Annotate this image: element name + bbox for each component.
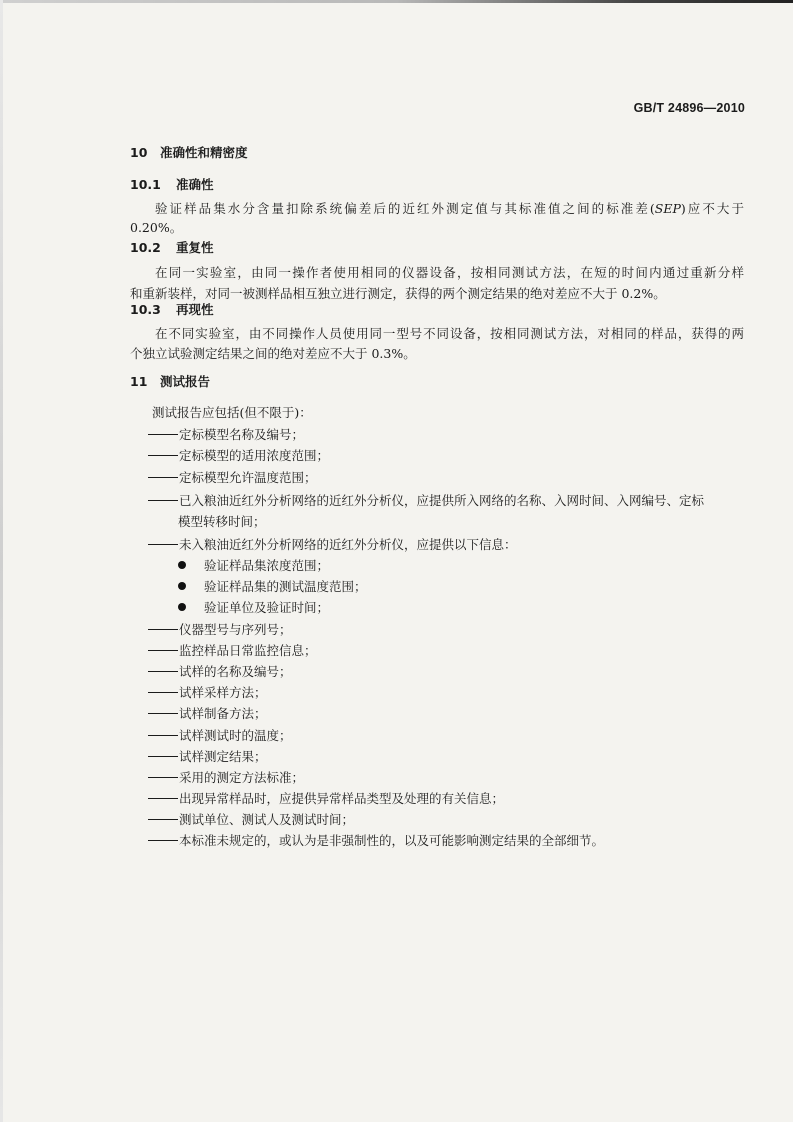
list-item [148,620,292,638]
list-item [148,810,354,828]
em-dash [148,692,178,693]
list-item-text: 试样制备方法； [179,706,267,721]
paragraph-10-2-line2: 和重新装样，对同一被测样品相互独立进行测定，获得的两个测定结果的绝对差应不大于 0.2%。 [130,286,666,301]
em-dash [148,735,178,736]
list-item-text: 未入粮油近红外分析网络的近红外分析仪，应提供以下信息： [179,537,517,552]
em-dash [148,840,178,841]
section-title: 准确性 [176,177,214,192]
section-number: 10.2 [130,240,161,255]
list-item-text: 出现异常样品时，应提供异常样品类型及处理的有关信息； [179,791,505,806]
list-item-text: 试样测定结果； [179,749,267,764]
list-item [148,446,329,464]
em-dash [148,500,178,501]
list-item [148,726,292,744]
em-dash [148,756,178,757]
list-item [148,425,304,443]
list-item [148,468,317,486]
bullet-icon [178,582,186,590]
section-number: 10 [130,145,148,160]
list-item-text: 监控样品日常监控信息； [179,643,317,658]
em-dash [148,777,178,778]
list-item-text: 本标准未规定的，或认为是非强制性的，以及可能影响测定结果的全部细节。 [179,833,605,848]
em-dash [148,455,178,456]
bullet-text: 验证样品集浓度范围； [204,558,330,573]
section-number: 11 [130,374,148,389]
list-item [148,683,267,701]
em-dash [148,819,178,820]
standard-number: GB/T 24896—2010 [633,101,745,115]
list-item [148,789,504,807]
list-item-text: 采用的测定方法标准； [179,770,305,785]
list-item [148,768,304,786]
paragraph-10-3-line2: 个独立试验测定结果之间的绝对差应不大于 0.3%。 [130,346,416,361]
paragraph-10-1-line2: 0.20%。 [130,220,183,235]
bullet-item [178,556,329,574]
list-item-text: 试样测试时的温度； [179,728,292,743]
list-item-text: 已入粮油近红外分析网络的近红外分析仪，应提供所入网络的名称、入网时间、入网编号、定标 [179,493,705,508]
list-item-text: 仪器型号与序列号； [179,622,292,637]
list-item [148,641,317,659]
list-item-text: 测试单位、测试人及测试时间； [179,812,355,827]
section-10-3-heading [130,300,214,318]
paragraph-abbrev: SEP [654,201,681,216]
paragraph-text: )应不大于 [680,201,744,216]
list-item [148,491,704,509]
section-number: 10.1 [130,177,161,192]
section-10-2-heading [130,238,214,256]
em-dash [148,713,178,714]
bullet-icon [178,603,186,611]
list-item-text: 定标模型的适用浓度范围； [179,448,330,463]
section-10-1-heading [130,175,214,193]
list-item [148,831,604,849]
section-title: 准确性和精密度 [160,145,248,160]
em-dash [148,798,178,799]
list-item [148,662,292,680]
list-item-text: 定标模型名称及编号； [179,427,305,442]
em-dash [148,629,178,630]
list-item [148,535,517,553]
em-dash [148,544,178,545]
report-intro: 测试报告应包括(但不限于)： [152,405,312,420]
em-dash [148,671,178,672]
em-dash [148,477,178,478]
paragraph-10-3-line1: 在不同实验室，由不同操作人员使用同一型号不同设备，按相同测试方法，对相同的样品，获得的两 [155,326,744,341]
section-title: 测试报告 [160,374,211,389]
paragraph-text: 验证样品集水分含量扣除系统偏差后的近红外测定值与其标准值之间的标准差( [155,201,655,216]
list-item [148,704,267,722]
section-11-heading [130,372,210,390]
bullet-text: 验证样品集的测试温度范围； [204,579,367,594]
list-item-text: 试样采样方法； [179,685,267,700]
em-dash [148,434,178,435]
section-title: 重复性 [176,240,214,255]
bullet-icon [178,561,186,569]
section-title: 再现性 [176,302,214,317]
section-number: 10.3 [130,302,161,317]
bullet-text: 验证单位及验证时间； [204,600,330,615]
list-item-text: 定标模型允许温度范围； [179,470,317,485]
list-item-text: 试样的名称及编号； [179,664,292,679]
em-dash [148,650,178,651]
scan-left-edge [0,0,3,1122]
bullet-item [178,598,329,616]
section-10-heading [130,143,248,161]
list-item-continuation: 模型转移时间； [178,514,266,529]
list-item [148,747,267,765]
bullet-item [178,577,367,595]
paragraph-10-2-line1: 在同一实验室，由同一操作者使用相同的仪器设备，按相同测试方法，在短的时间内通过重新分样 [155,265,744,280]
paragraph-10-1-line1 [130,199,744,219]
scan-top-edge [0,0,793,3]
